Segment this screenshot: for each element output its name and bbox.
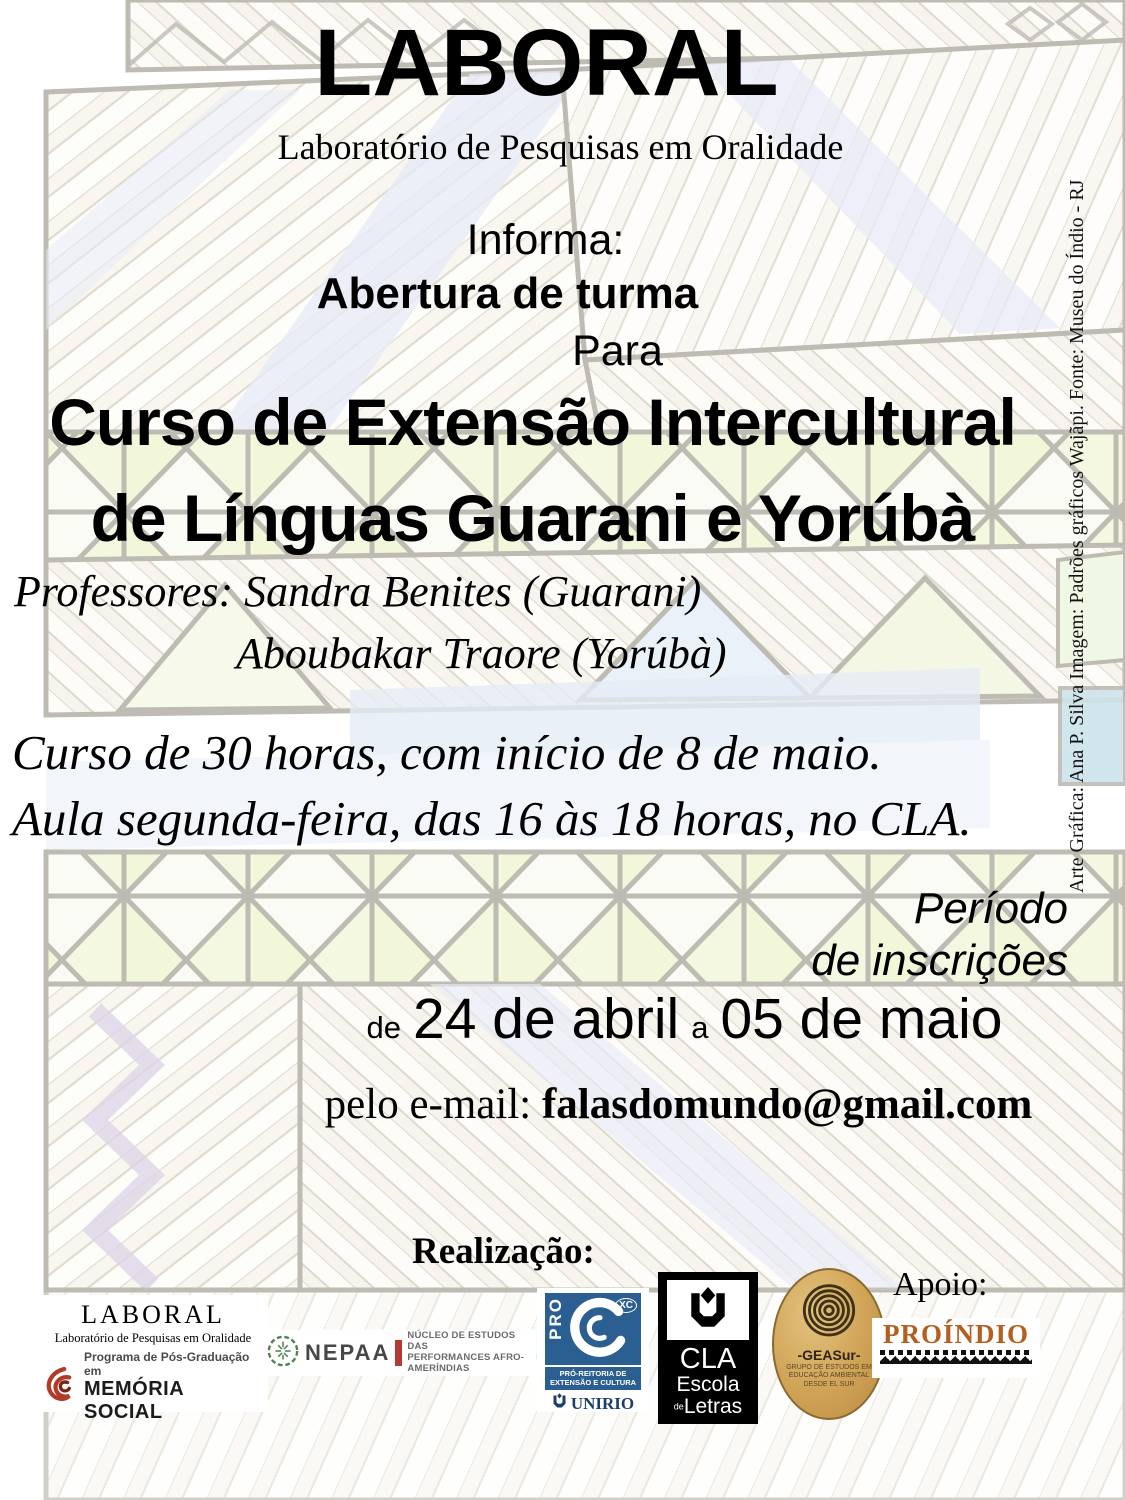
cla-de: de: [673, 1402, 684, 1413]
dates-start: 24 de abril: [413, 987, 680, 1051]
course-details-line1: Curso de 30 horas, com início de 8 de maio.: [12, 725, 882, 780]
memoria-program-line2: MEMÓRIA SOCIAL: [84, 1378, 184, 1423]
nepaa-red-bar: [395, 1340, 402, 1366]
cla-escola-letras-logo: [658, 1272, 758, 1424]
proindio-pattern-band-triangles: [880, 1356, 1032, 1364]
period-line2: de inscrições: [811, 936, 1068, 985]
email-address: falasdomundo@gmail.com: [541, 1081, 1033, 1128]
cla-escola: Escola: [676, 1373, 740, 1397]
geasur-logo: [772, 1268, 886, 1420]
art-credit-vertical: Arte Gráfica: Ana P. Silva Imagem: Padrões gráficos Wajãpi. Fonte: Museu do Índio - RJ: [1066, 179, 1088, 893]
inscription-dates: [116, 986, 1125, 1052]
period-line1: Período: [913, 884, 1068, 933]
memoria-program-line1: Programa de Pós-Graduação em: [84, 1350, 250, 1378]
professors-line1: Professores: Sandra Benites (Guarani): [14, 567, 702, 616]
cla-de-letras: [658, 1396, 758, 1418]
pro-band-line2: EXTENSÃO E CULTURA: [549, 1378, 637, 1388]
nepaa-logo: [262, 1330, 536, 1376]
xc-badge: XC: [615, 1298, 637, 1313]
memoria-social-swirl-icon: [38, 1364, 82, 1411]
cla-sigla: CLA: [679, 1343, 737, 1375]
nepaa-wordmark: NEPAA: [305, 1340, 391, 1365]
dates-de: de: [366, 1010, 401, 1045]
pro-band-line1: PRÓ-REITORIA DE: [559, 1369, 627, 1378]
page-subtitle: Laboratório de Pesquisas em Oralidade: [277, 127, 844, 167]
abertura-text: Abertura de turma: [316, 269, 699, 318]
page-title: LABORAL: [314, 10, 779, 116]
cla-letras: Letras: [683, 1395, 743, 1419]
geasur-sub-line3: DESDE EL SUR: [803, 1380, 855, 1388]
informa-text: Informa:: [466, 216, 625, 264]
email-label: pelo e-mail:: [324, 1081, 532, 1128]
cla-trident-icon: [667, 1280, 749, 1340]
proxc-unirio-logo: [537, 1288, 649, 1412]
pro-vertical-wordmark: PRO: [546, 1297, 565, 1340]
course-title-line1: Curso de Extensão Intercultural: [49, 385, 1016, 459]
apoio-label: Apoio:: [893, 1266, 988, 1303]
nepaa-desc-line1: NÚCLEO DE ESTUDOS DAS: [407, 1330, 516, 1353]
nepaa-desc-line2: PERFORMANCES AFRO-AMERÍNDIAS: [407, 1352, 525, 1374]
dates-a: a: [691, 1010, 709, 1045]
geasur-sub-line2: EDUCAÇÃO AMBIENTAL: [788, 1372, 870, 1380]
proindio-wordmark: PROÍNDIO: [882, 1319, 1029, 1349]
dates-end: 05 de maio: [720, 987, 1003, 1051]
nepaa-stamp-icon: [266, 1334, 300, 1373]
email-line: [116, 1080, 1125, 1129]
proindio-logo: [872, 1318, 1040, 1378]
unirio-trident-icon: [552, 1393, 567, 1415]
proindio-pattern-band-squares: [880, 1350, 1032, 1355]
proxc-blue-square: [545, 1293, 641, 1365]
laboral-logo-title: LABORAL: [81, 1300, 225, 1329]
pro-reitoria-band: [545, 1367, 641, 1390]
laboral-memoria-social-logo: [38, 1295, 268, 1423]
laboral-logo-subtitle: Laboratório de Pesquisas em Oralidade: [54, 1331, 252, 1345]
geasur-spiral-icon: [774, 1278, 884, 1351]
geasur-sub-line1: GRUPO DE ESTUDOS EM: [786, 1364, 872, 1371]
realizacao-label: Realização:: [412, 1231, 595, 1272]
professors-line2: Aboubakar Traore (Yorúbà): [236, 629, 727, 678]
unirio-wordmark: UNIRIO: [570, 1393, 635, 1413]
course-details-line2: Aula segunda-feira, das 16 às 18 horas, no CLA.: [12, 791, 972, 846]
course-title-line2: de Línguas Guarani e Yorúbà: [90, 481, 975, 555]
para-text: Para: [572, 327, 663, 375]
geasur-wordmark: -GEASur-: [797, 1347, 861, 1363]
